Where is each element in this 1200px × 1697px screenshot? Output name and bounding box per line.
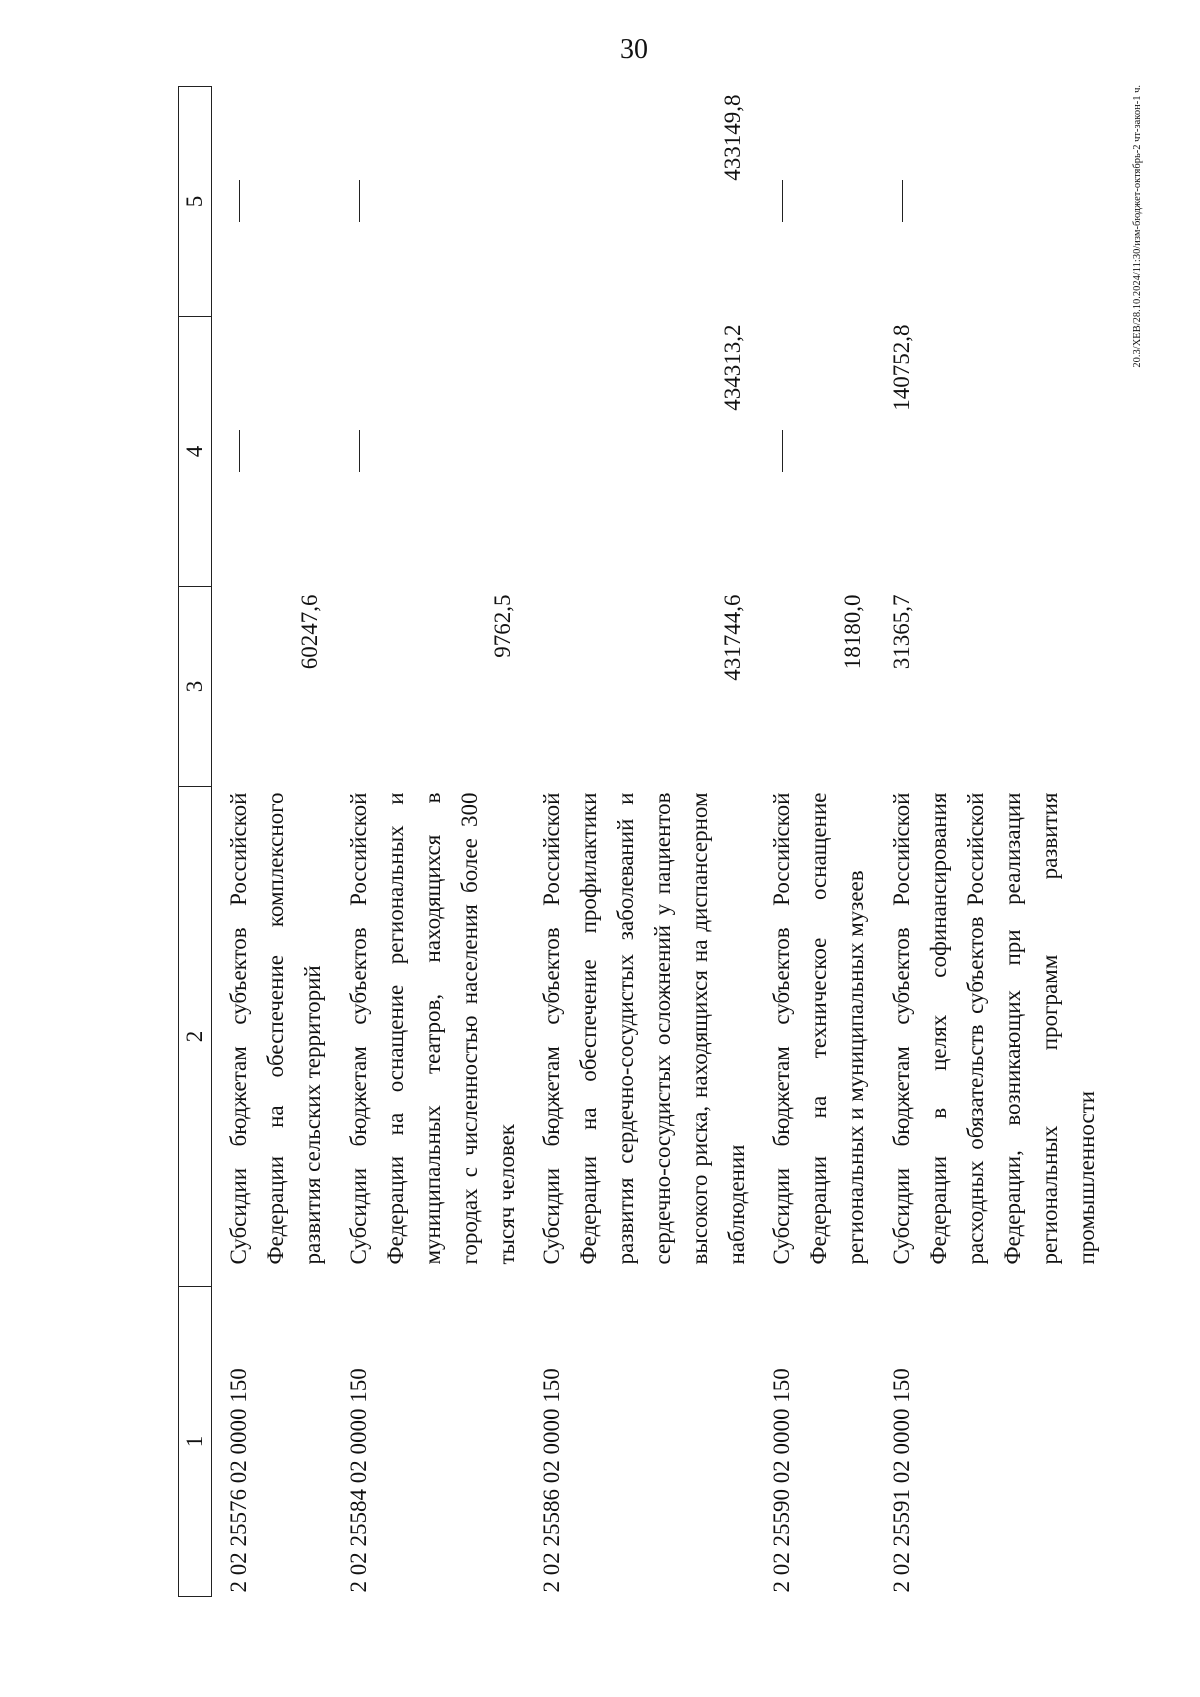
amount-col3: 60247,6 (297, 594, 322, 670)
budget-table (178, 86, 1105, 1597)
amount-col5 (875, 87, 1105, 317)
empty-dash (782, 431, 783, 473)
amount-col3: 31365,7 (889, 594, 914, 670)
amount-col4 (332, 317, 525, 587)
budget-description: Субсидии бюджетам субъектов Российской Федерации на оснащение региональных и муниципальных театров, находящихся в городах с численностью населения более 300 тысяч человек (346, 792, 519, 1265)
budget-code: 2 02 25586 02 0000 150 (539, 1368, 564, 1593)
amount-col3: 9762,5 (490, 594, 515, 658)
budget-code: 2 02 25584 02 0000 150 (346, 1368, 371, 1593)
amount-col5: 433149,8 (720, 94, 745, 181)
budget-description: Субсидии бюджетам субъектов Российской Федерации на обеспечение комплексного развития сельских территорий (226, 792, 325, 1265)
empty-dash (239, 181, 240, 223)
document-footer-code-text: 20.3/ХЕВ/28.10.2024/11:30/изм-бюджет-октябрь-2 чт-закон-1 ч. (1132, 85, 1143, 368)
budget-description: Субсидии бюджетам субъектов Российской Федерации в целях софинансирования расходных обязательств субъектов Российской Федерации, возникающих при реализации региональных программ развития промышленности (889, 792, 1099, 1265)
document-footer-code (1132, 85, 1144, 1475)
amount-col4 (212, 317, 333, 587)
table-header-cell: 1 (179, 1287, 212, 1597)
empty-dash (782, 181, 783, 223)
empty-dash (902, 181, 903, 223)
amount-col4: 434313,2 (720, 324, 745, 411)
table-header-cell: 2 (179, 787, 212, 1287)
table-header-cell: 5 (179, 87, 212, 317)
empty-dash (359, 431, 360, 473)
amount-col5 (755, 87, 875, 317)
budget-code: 2 02 25576 02 0000 150 (226, 1368, 251, 1593)
page-number: 30 (620, 34, 648, 65)
budget-code: 2 02 25591 02 0000 150 (889, 1368, 914, 1593)
empty-dash (359, 181, 360, 223)
budget-description: Субсидии бюджетам субъектов Российской Федерации на техническое оснащение региональных и муниципальных музеев (769, 792, 868, 1265)
budget-table-container (178, 87, 1099, 1597)
amount-col4 (755, 317, 875, 587)
table-header-cell: 3 (179, 587, 212, 787)
amount-col4: 140752,8 (889, 324, 914, 411)
table-row (755, 87, 875, 1597)
budget-code: 2 02 25590 02 0000 150 (769, 1368, 794, 1593)
table-header-row (179, 87, 212, 1597)
table-row (332, 87, 525, 1597)
table-row (875, 87, 1105, 1597)
amount-col5 (212, 87, 333, 317)
table-row (525, 87, 755, 1597)
table-row (212, 87, 333, 1597)
amount-col5 (332, 87, 525, 317)
amount-col3: 18180,0 (840, 594, 865, 670)
budget-description: Субсидии бюджетам субъектов Российской Федерации на обеспечение профилактики развития сердечно-сосудистых заболеваний и сердечно-сосудистых осложнений у пациентов высокого риска, находящихся на диспансерном наблюдении (539, 792, 749, 1265)
table-header-cell: 4 (179, 317, 212, 587)
empty-dash (239, 431, 240, 473)
amount-col3: 431744,6 (720, 594, 745, 681)
